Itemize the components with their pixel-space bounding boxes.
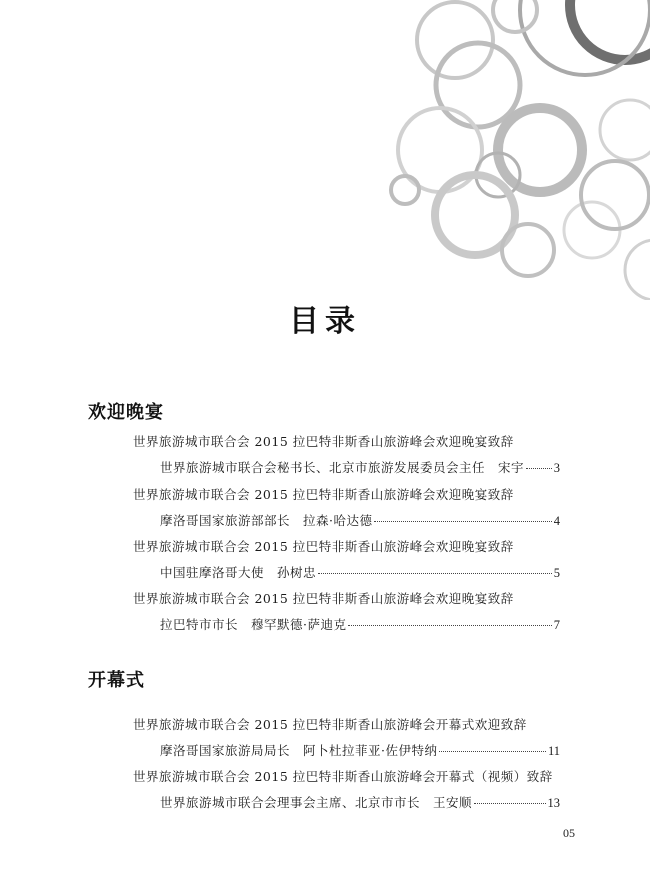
toc-entry-title[interactable]: 世界旅游城市联合会 2015 拉巴特非斯香山旅游峰会欢迎晚宴致辞 — [133, 434, 514, 449]
toc-entry-page: 3 — [553, 461, 560, 475]
decorative-rings — [0, 0, 650, 300]
dot-leader — [474, 803, 545, 804]
toc-entry-title[interactable]: 世界旅游城市联合会 2015 拉巴特非斯香山旅游峰会开幕式（视频）致辞 — [133, 769, 553, 784]
toc-entry-page: 11 — [547, 744, 560, 758]
dot-leader — [374, 521, 551, 522]
toc-entry-line[interactable] — [160, 615, 560, 633]
toc-entry-speaker: 世界旅游城市联合会理事会主席、北京市市长 王安顺 — [160, 795, 473, 810]
toc-entry-page: 5 — [553, 566, 560, 580]
toc-entry-page: 7 — [553, 618, 560, 632]
toc-entry-speaker: 摩洛哥国家旅游部部长 拉森·哈达德 — [160, 513, 373, 528]
toc-entry-line[interactable] — [160, 458, 560, 476]
toc-entry-title[interactable]: 世界旅游城市联合会 2015 拉巴特非斯香山旅游峰会欢迎晚宴致辞 — [133, 487, 514, 502]
section-heading-welcome-dinner: 欢迎晚宴 — [88, 402, 164, 423]
toc-entry-title[interactable]: 世界旅游城市联合会 2015 拉巴特非斯香山旅游峰会欢迎晚宴致辞 — [133, 591, 514, 606]
toc-entry-line[interactable] — [160, 563, 560, 581]
page-title: 目录 — [289, 304, 361, 339]
toc-entry-line[interactable] — [160, 741, 560, 759]
toc-entry-page: 13 — [547, 796, 560, 810]
dot-leader — [439, 751, 545, 752]
toc-entry-title[interactable]: 世界旅游城市联合会 2015 拉巴特非斯香山旅游峰会欢迎晚宴致辞 — [133, 539, 514, 554]
toc-entry-speaker: 中国驻摩洛哥大使 孙树忠 — [160, 565, 317, 580]
toc-entry-page: 4 — [553, 514, 560, 528]
toc-entry-title[interactable]: 世界旅游城市联合会 2015 拉巴特非斯香山旅游峰会开幕式欢迎致辞 — [133, 717, 527, 732]
dot-leader — [348, 625, 551, 626]
page-number: 05 — [563, 826, 575, 840]
toc-entry-line[interactable] — [160, 793, 560, 811]
toc-entry-speaker: 世界旅游城市联合会秘书长、北京市旅游发展委员会主任 宋宇 — [160, 460, 525, 475]
section-heading-opening-ceremony: 开幕式 — [88, 670, 145, 691]
dot-leader — [526, 468, 552, 469]
toc-entry-speaker: 拉巴特市市长 穆罕默德·萨迪克 — [160, 617, 347, 632]
toc-entry-speaker: 摩洛哥国家旅游局局长 阿卜杜拉菲亚·佐伊特纳 — [160, 743, 438, 758]
dot-leader — [318, 573, 552, 574]
toc-entry-line[interactable] — [160, 511, 560, 529]
